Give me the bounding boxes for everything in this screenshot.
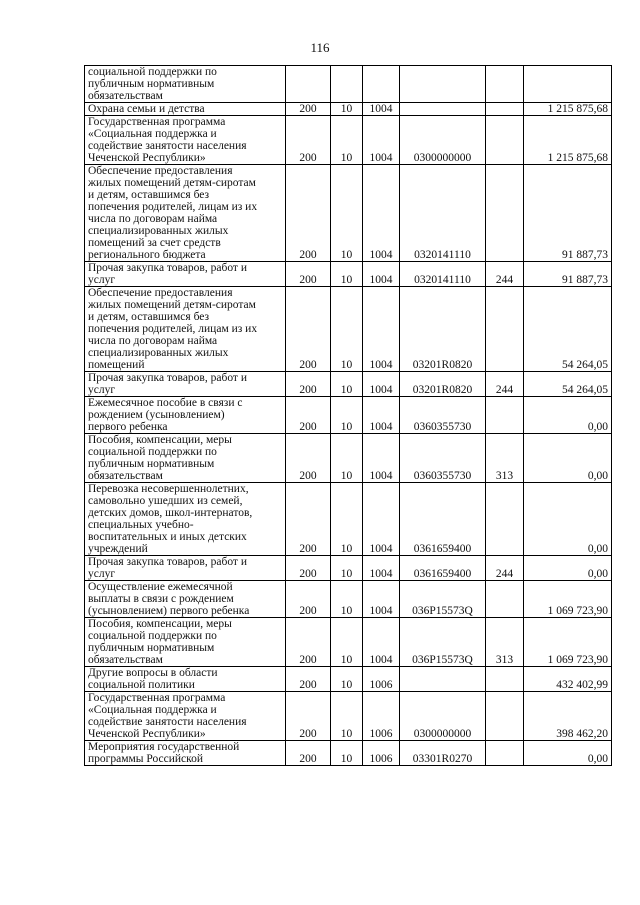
cell-section: 10	[331, 116, 363, 165]
cell-expense-type	[486, 66, 524, 103]
cell-name: Прочая закупка товаров, работ и услуг	[85, 262, 286, 287]
cell-section: 10	[331, 287, 363, 372]
cell-ministry-code	[286, 66, 331, 103]
cell-name: Прочая закупка товаров, работ и услуг	[85, 556, 286, 581]
cell-target-article: 0320141110	[400, 262, 486, 287]
cell-section: 10	[331, 372, 363, 397]
cell-ministry-code: 200	[286, 692, 331, 741]
cell-section: 10	[331, 483, 363, 556]
cell-name: Обеспечение предоставления жилых помещений детям-сиротам и детям, оставшимся без попечения родителей, лицам из их числа по договорам найма специализированных жилых помещений за счет средств регионального бюджета	[85, 165, 286, 262]
cell-amount: 0,00	[524, 741, 612, 766]
cell-subsection: 1006	[363, 741, 400, 766]
cell-expense-type: 313	[486, 618, 524, 667]
cell-target-article: 0361659400	[400, 556, 486, 581]
cell-expense-type	[486, 165, 524, 262]
cell-subsection: 1004	[363, 287, 400, 372]
cell-subsection: 1006	[363, 667, 400, 692]
cell-expense-type: 244	[486, 372, 524, 397]
table-row	[85, 262, 612, 287]
cell-name: Осуществление ежемесячной выплаты в связи с рождением (усыновлением) первого ребенка	[85, 581, 286, 618]
cell-name: Государственная программа «Социальная поддержка и содействие занятости населения Чеченской Республики»	[85, 116, 286, 165]
table-row	[85, 397, 612, 434]
cell-subsection: 1004	[363, 262, 400, 287]
cell-name: Пособия, компенсации, меры социальной поддержки по публичным нормативным обязательствам	[85, 434, 286, 483]
table-row	[85, 618, 612, 667]
cell-name: Мероприятия государственной программы Российской	[85, 741, 286, 766]
cell-target-article: 036P15573Q	[400, 618, 486, 667]
cell-target-article: 0360355730	[400, 434, 486, 483]
table-row	[85, 692, 612, 741]
cell-target-article: 03301R0270	[400, 741, 486, 766]
cell-target-article	[400, 66, 486, 103]
budget-table	[84, 65, 612, 766]
cell-amount: 54 264,05	[524, 372, 612, 397]
cell-subsection: 1004	[363, 618, 400, 667]
cell-expense-type	[486, 116, 524, 165]
cell-section: 10	[331, 262, 363, 287]
cell-ministry-code: 200	[286, 618, 331, 667]
cell-amount	[524, 66, 612, 103]
cell-subsection: 1004	[363, 165, 400, 262]
cell-subsection: 1004	[363, 103, 400, 116]
cell-subsection: 1004	[363, 581, 400, 618]
cell-expense-type	[486, 692, 524, 741]
cell-target-article: 0361659400	[400, 483, 486, 556]
table-row	[85, 667, 612, 692]
cell-name: Государственная программа «Социальная поддержка и содействие занятости населения Чеченской Республики»	[85, 692, 286, 741]
cell-expense-type	[486, 397, 524, 434]
cell-name: социальной поддержки по публичным нормативным обязательствам	[85, 66, 286, 103]
cell-amount: 91 887,73	[524, 262, 612, 287]
cell-amount: 0,00	[524, 483, 612, 556]
cell-target-article: 0300000000	[400, 692, 486, 741]
cell-expense-type	[486, 667, 524, 692]
cell-subsection: 1004	[363, 556, 400, 581]
cell-ministry-code: 200	[286, 116, 331, 165]
table-row	[85, 483, 612, 556]
cell-target-article: 03201R0820	[400, 372, 486, 397]
cell-amount: 0,00	[524, 434, 612, 483]
cell-subsection: 1006	[363, 692, 400, 741]
cell-section: 10	[331, 165, 363, 262]
table-row	[85, 165, 612, 262]
table-row	[85, 434, 612, 483]
cell-subsection: 1004	[363, 483, 400, 556]
cell-expense-type	[486, 483, 524, 556]
cell-target-article: 03201R0820	[400, 287, 486, 372]
cell-name: Пособия, компенсации, меры социальной поддержки по публичным нормативным обязательствам	[85, 618, 286, 667]
cell-amount: 432 402,99	[524, 667, 612, 692]
cell-amount: 91 887,73	[524, 165, 612, 262]
cell-target-article: 0300000000	[400, 116, 486, 165]
cell-expense-type: 313	[486, 434, 524, 483]
cell-section: 10	[331, 741, 363, 766]
table-row	[85, 287, 612, 372]
table-row	[85, 556, 612, 581]
table-row	[85, 372, 612, 397]
cell-section: 10	[331, 556, 363, 581]
cell-ministry-code: 200	[286, 165, 331, 262]
cell-target-article	[400, 103, 486, 116]
cell-subsection: 1004	[363, 397, 400, 434]
cell-subsection: 1004	[363, 116, 400, 165]
cell-amount: 0,00	[524, 556, 612, 581]
cell-target-article	[400, 667, 486, 692]
table-row	[85, 581, 612, 618]
cell-expense-type: 244	[486, 556, 524, 581]
cell-ministry-code: 200	[286, 556, 331, 581]
cell-ministry-code: 200	[286, 667, 331, 692]
table-body	[85, 66, 612, 766]
cell-amount: 54 264,05	[524, 287, 612, 372]
cell-ministry-code: 200	[286, 103, 331, 116]
table-row	[85, 741, 612, 766]
cell-ministry-code: 200	[286, 372, 331, 397]
cell-ministry-code: 200	[286, 434, 331, 483]
cell-section: 10	[331, 692, 363, 741]
cell-section: 10	[331, 397, 363, 434]
cell-name: Обеспечение предоставления жилых помещений детям-сиротам и детям, оставшимся без попечения родителей, лицам из их числа по договорам найма специализированных жилых помещений	[85, 287, 286, 372]
cell-amount: 398 462,20	[524, 692, 612, 741]
cell-ministry-code: 200	[286, 581, 331, 618]
table-row	[85, 66, 612, 103]
cell-amount: 1 215 875,68	[524, 103, 612, 116]
cell-expense-type: 244	[486, 262, 524, 287]
cell-name: Другие вопросы в области социальной политики	[85, 667, 286, 692]
cell-subsection	[363, 66, 400, 103]
cell-amount: 1 069 723,90	[524, 581, 612, 618]
cell-target-article: 036P15573Q	[400, 581, 486, 618]
cell-ministry-code: 200	[286, 741, 331, 766]
cell-subsection: 1004	[363, 372, 400, 397]
cell-ministry-code: 200	[286, 483, 331, 556]
cell-expense-type	[486, 103, 524, 116]
cell-ministry-code: 200	[286, 397, 331, 434]
table-row	[85, 103, 612, 116]
cell-ministry-code: 200	[286, 262, 331, 287]
page-number: 116	[310, 40, 330, 55]
cell-section: 10	[331, 434, 363, 483]
cell-target-article: 0320141110	[400, 165, 486, 262]
cell-ministry-code: 200	[286, 287, 331, 372]
cell-name: Перевозка несовершеннолетних, самовольно ушедших из семей, детских домов, школ-интернатов, специальных учебно- воспитательных и иных детских учреждений	[85, 483, 286, 556]
cell-section: 10	[331, 667, 363, 692]
cell-amount: 0,00	[524, 397, 612, 434]
table-row	[85, 116, 612, 165]
cell-target-article: 0360355730	[400, 397, 486, 434]
cell-section: 10	[331, 103, 363, 116]
cell-amount: 1 069 723,90	[524, 618, 612, 667]
cell-section: 10	[331, 581, 363, 618]
cell-subsection: 1004	[363, 434, 400, 483]
cell-expense-type	[486, 581, 524, 618]
cell-amount: 1 215 875,68	[524, 116, 612, 165]
cell-name: Охрана семьи и детства	[85, 103, 286, 116]
cell-expense-type	[486, 287, 524, 372]
cell-name: Ежемесячное пособие в связи с рождением (усыновлением) первого ребенка	[85, 397, 286, 434]
cell-name: Прочая закупка товаров, работ и услуг	[85, 372, 286, 397]
cell-section	[331, 66, 363, 103]
cell-expense-type	[486, 741, 524, 766]
cell-section: 10	[331, 618, 363, 667]
